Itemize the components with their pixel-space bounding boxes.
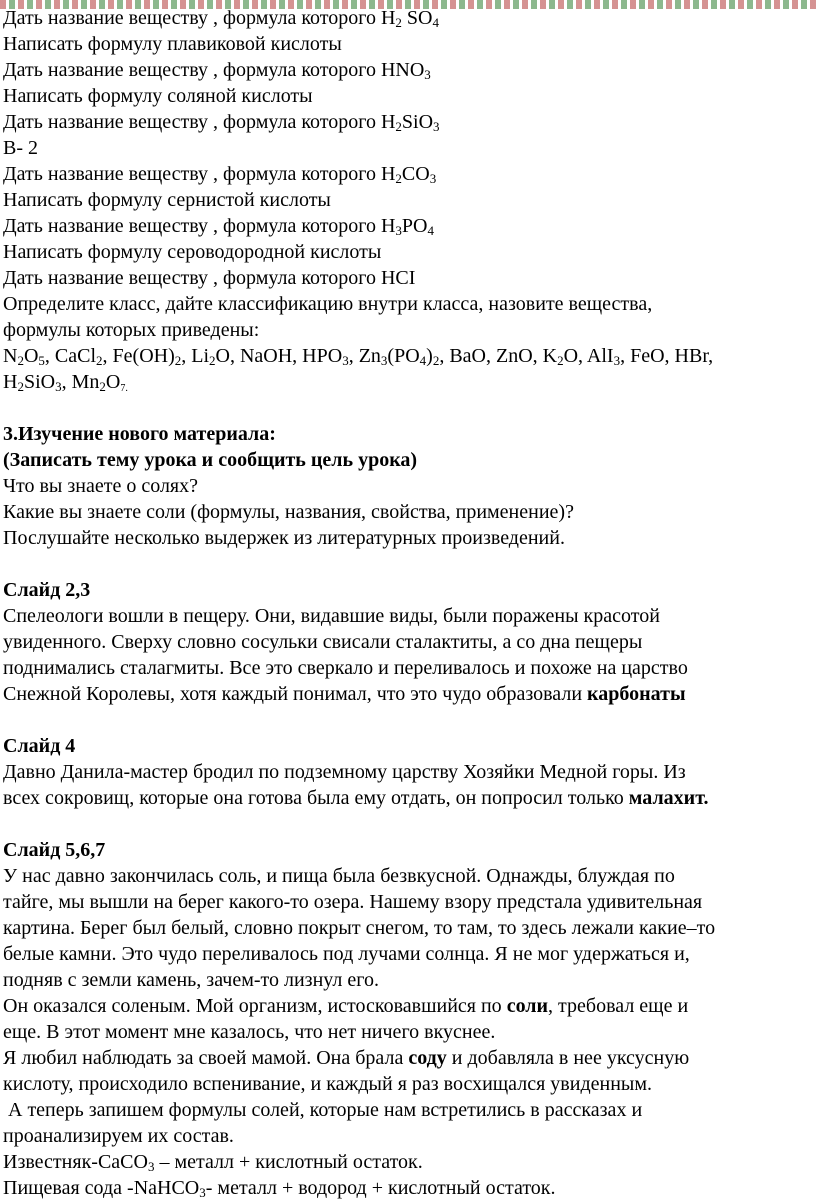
slide-5-6-7-line: белые камни. Это чудо переливалось под лучами солнца. Я не мог удержаться и,: [3, 943, 690, 965]
slide-2-3-line: поднимались сталагмиты. Все это сверкало и переливалось и похоже на царство: [3, 657, 688, 679]
section-3-title: 3.Изучение нового материала:: [3, 423, 276, 445]
baking-soda-formula-line: Пищевая сода -NaHCO$_3$- металл + водород + кислотный остаток.: [3, 1177, 556, 1200]
question-3: Послушайте несколько выдержек из литературных произведений.: [3, 527, 565, 549]
slide-2-3-title: Слайд 2,3: [3, 579, 91, 601]
slide-5-6-7-line: А теперь запишем формулы солей, которые нам встретились в рассказах и: [3, 1099, 643, 1121]
classify-instruction-2: формулы которых приведены:: [3, 319, 260, 341]
spacer: [3, 707, 811, 733]
slide-2-3-line: Снежной Королевы, хотя каждый понимал, что это чудо образовали карбонаты: [3, 683, 686, 705]
slide-5-6-7-line: тайге, мы вышли на берег какого-то озера. Нашему взору предстала удивительная: [3, 891, 703, 913]
task-v2-5: Дать название веществу , формула которого HCI: [3, 267, 416, 289]
document-page: [3, 5, 811, 1201]
classify-instruction-1: Определите класс, дайте классификацию внутри класса, назовите вещества,: [3, 293, 653, 315]
variant-2-label: В- 2: [3, 137, 38, 159]
slide-2-3-line: Спелеологи вошли в пещеру. Они, видавшие виды, были поражены красотой: [3, 605, 660, 627]
formula-list-1: $N_2O_5$, CaCl$_2$, $Fe(OH)_2$, $Li_2O$, NaOH, $HPO_3$, $Zn_3(PO_4)_2$, BaO, ZnO, $K_2O$, AlI$_3$, FeO, HBr,: [3, 345, 714, 368]
question-1: Что вы знаете о солях?: [3, 475, 198, 497]
spacer: [3, 811, 811, 837]
slide-5-6-7-title: Слайд 5,6,7: [3, 839, 106, 861]
spacer: [3, 395, 811, 421]
slide-5-6-7-line: У нас давно закончилась соль, и пища была безвкусной. Однажды, блуждая по: [3, 865, 675, 887]
task-v2-2: Написать формулу сернистой кислоты: [3, 189, 331, 211]
task-v2-1: Дать название веществу , формула которого $H_2CO_3$: [3, 163, 437, 186]
task-v2-3: Дать название веществу , формула которого $H_3PO_4$: [3, 215, 434, 238]
task-v1-3: Дать название веществу , формула которого $HNO_3$: [3, 59, 431, 82]
slide-5-6-7-line: Я любил наблюдать за своей мамой. Она брала соду и добавляла в нее уксусную: [3, 1047, 690, 1069]
task-v1-4: Написать формулу соляной кислоты: [3, 85, 313, 107]
slide-5-6-7-line: Он оказался соленым. Мой организм, истосковавшийся по соли, требовал еще и: [3, 995, 689, 1017]
slide-5-6-7-line: еще. В этот момент мне казалось, что нет ничего вкуснее.: [3, 1021, 496, 1043]
slide-5-6-7-line: картина. Берег был белый, словно покрыт снегом, то там, то здесь лежали какие–то: [3, 917, 716, 939]
slide-5-6-7-line: подняв с земли камень, зачем-то лизнул его.: [3, 969, 379, 991]
slide-4-line: всех сокровищ, которые она готова была ему отдать, он попросил только малахит.: [3, 787, 709, 809]
task-v2-4: Написать формулу сероводородной кислоты: [3, 241, 382, 263]
slide-5-6-7-line: кислоту, происходило вспенивание, и каждый я раз восхищался увиденным.: [3, 1073, 652, 1095]
task-v1-5: Дать название веществу , формула которого $H_2SiO_3$: [3, 111, 440, 134]
formula-list-2: $H_2SiO_3$, $Mn_2O_{7.}$: [3, 371, 128, 394]
question-2: Какие вы знаете соли (формулы, названия, свойства, применение)?: [3, 501, 574, 523]
slide-2-3-line: увиденного. Сверху словно сосульки свисали сталактиты, а со дна пещеры: [3, 631, 643, 653]
task-v1-1: Дать название веществу , формула которого $H_2$ $SO_4$: [3, 7, 439, 30]
task-v1-2: Написать формулу плавиковой кислоты: [3, 33, 342, 55]
slide-4-title: Слайд 4: [3, 735, 76, 757]
slide-4-line: Давно Данила-мастер бродил по подземному царству Хозяйки Медной горы. Из: [3, 761, 686, 783]
section-3-subtitle: (Записать тему урока и сообщить цель урока): [3, 449, 418, 471]
spacer: [3, 551, 811, 577]
slide-5-6-7-line: проанализируем их состав.: [3, 1125, 234, 1147]
limestone-formula-line: Известняк-CaCO$_3$ – металл + кислотный остаток.: [3, 1151, 423, 1174]
